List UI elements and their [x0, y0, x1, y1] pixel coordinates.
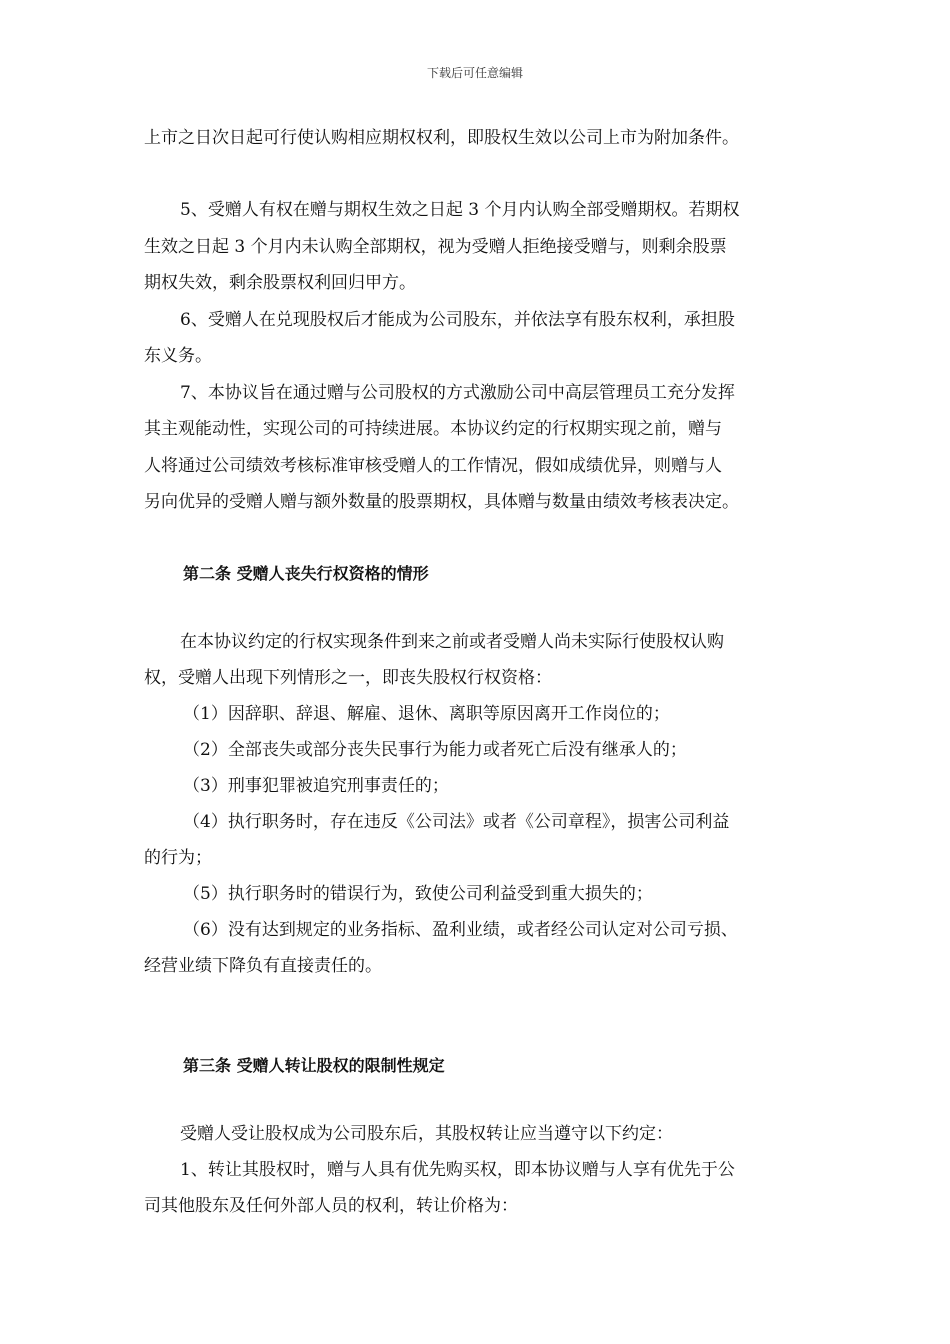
page-header: 下载后可任意编辑: [426, 66, 523, 80]
list-item: （2）全部丧失或部分丧失民事行为能力或者死亡后没有继承人的；: [183, 740, 687, 760]
paragraph-line: 生效之日起 3 个月内未认购全部期权，视为受赠人拒绝接受赠与，则剩余股票: [144, 237, 727, 257]
paragraph-line: 期权失效，剩余股票权利回归甲方。: [144, 273, 416, 293]
paragraph-line: 1、转让其股权时，赠与人具有优先购买权，即本协议赠与人享有优先于公: [180, 1160, 735, 1180]
paragraph-line: 5、受赠人有权在赠与期权生效之日起 3 个月内认购全部受赠期权。若期权: [180, 200, 740, 220]
paragraph-line: 其主观能动性，实现公司的可持续进展。本协议约定的行权期实现之前，赠与: [144, 419, 722, 439]
list-item: （5）执行职务时的错误行为，致使公司利益受到重大损失的；: [183, 884, 653, 904]
paragraph-line: 的行为；: [144, 848, 212, 868]
paragraph-line: 权，受赠人出现下列情形之一，即丧失股权行权资格：: [144, 668, 552, 688]
section-heading: 第三条 受赠人转让股权的限制性规定: [183, 1056, 445, 1075]
list-item: （3）刑事犯罪被追究刑事责任的；: [183, 776, 449, 796]
paragraph-line: 上市之日次日起可行使认购相应期权权利，即股权生效以公司上市为附加条件。: [144, 128, 739, 148]
paragraph-line: 另向优异的受赠人赠与额外数量的股票期权，具体赠与数量由绩效考核表决定。: [144, 492, 739, 512]
list-item: （6）没有达到规定的业务指标、盈利业绩，或者经公司认定对公司亏损、: [183, 920, 738, 940]
paragraph-line: 东义务。: [144, 346, 212, 366]
section-heading: 第二条 受赠人丧失行权资格的情形: [183, 564, 429, 583]
paragraph-line: 受赠人受让股权成为公司股东后，其股权转让应当遵守以下约定：: [180, 1124, 673, 1144]
paragraph-line: 6、受赠人在兑现股权后才能成为公司股东，并依法享有股东权利，承担股: [180, 310, 735, 330]
paragraph-line: 经营业绩下降负有直接责任的。: [144, 956, 382, 976]
paragraph-line: 7、本协议旨在通过赠与公司股权的方式激励公司中高层管理员工充分发挥: [180, 383, 735, 403]
list-item: （4）执行职务时，存在违反《公司法》或者《公司章程》，损害公司利益: [183, 812, 730, 832]
paragraph-line: 司其他股东及任何外部人员的权利，转让价格为：: [144, 1196, 518, 1216]
paragraph-line: 在本协议约定的行权实现条件到来之前或者受赠人尚未实际行使股权认购: [180, 632, 724, 652]
list-item: （1）因辞职、辞退、解雇、退休、离职等原因离开工作岗位的；: [183, 704, 670, 724]
paragraph-line: 人将通过公司绩效考核标准审核受赠人的工作情况，假如成绩优异，则赠与人: [144, 456, 722, 476]
